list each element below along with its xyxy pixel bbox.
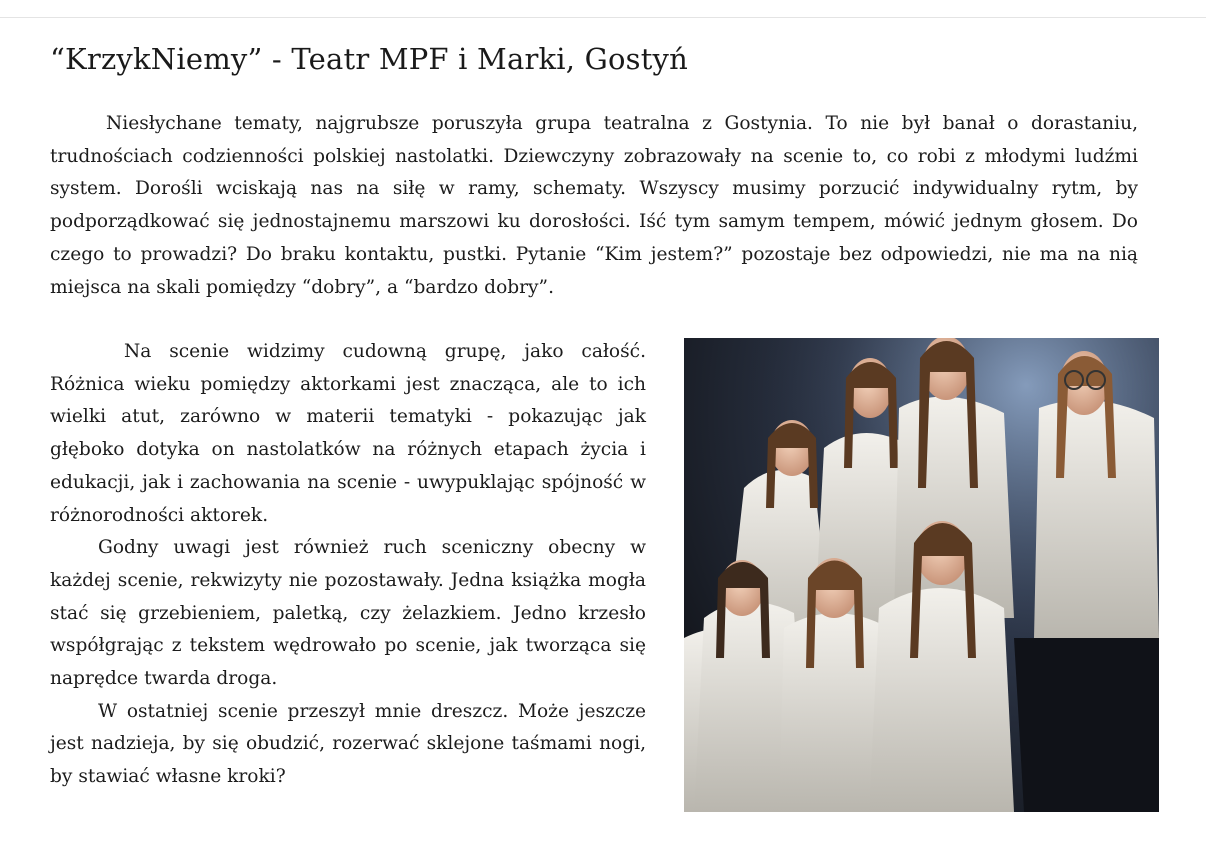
text-column: [50, 336, 646, 794]
stage-photo: [684, 338, 1159, 812]
article-title: “KrzykNiemy” - Teatr MPF i Marki, Gostyń: [50, 42, 689, 76]
paragraph-group: Na scenie widzimy cudowną grupę, jako całość. Różnica wieku pomiędzy aktorkami jest znacząca, ale to ich wielki atut, zarówno w materii tematyki - pokazując jak głęboko dotyka on nastolatków na różnych etapach życia i edukacji, jak i zachowania na scenie - uwypuklając spójność w różnorodności aktorek.: [50, 341, 646, 526]
paragraph-movement: Godny uwagi jest również ruch sceniczny obecny w każdej scenie, rekwizyty nie pozostawały. Jedna książka mogła stać się grzebieniem, paletką, czy żelazkiem. Jedno krzesło współgrając z tekstem wędrowało po scenie, jak tworząca się naprędce twarda droga.: [50, 537, 646, 690]
stage-photo-illustration: [684, 338, 1159, 812]
paragraph-final-scene: W ostatniej scenie przeszył mnie dreszcz. Może jeszcze jest nadzieja, by się obudzić, rozerwać sklejone taśmami nogi, by stawiać własne kroki?: [50, 700, 646, 788]
paragraph-intro: Niesłychane tematy, najgrubsze poruszyła grupa teatralna z Gostynia. To nie był banał o dorastaniu, trudnościach codzienności polskiej nastolatki. Dziewczyny zobrazowały na scenie to, co robi z młodymi ludźmi system. Dorośli wciskają nas na siłę w ramy, schematy. Wszyscy musimy porzucić indywidualny rytm, by podporządkować się jednostajnemu marszowi ku dorosłości. Iść tym samym tempem, mówić jednym głosem. Do czego to prowadzi? Do braku kontaktu, pustki. Pytanie “Kim jestem?” pozostaje bez odpowiedzi, nie ma na nią miejsca na skali pomiędzy “dobry”, a “bardzo dobry”.: [50, 113, 1138, 298]
top-divider: [0, 17, 1206, 18]
